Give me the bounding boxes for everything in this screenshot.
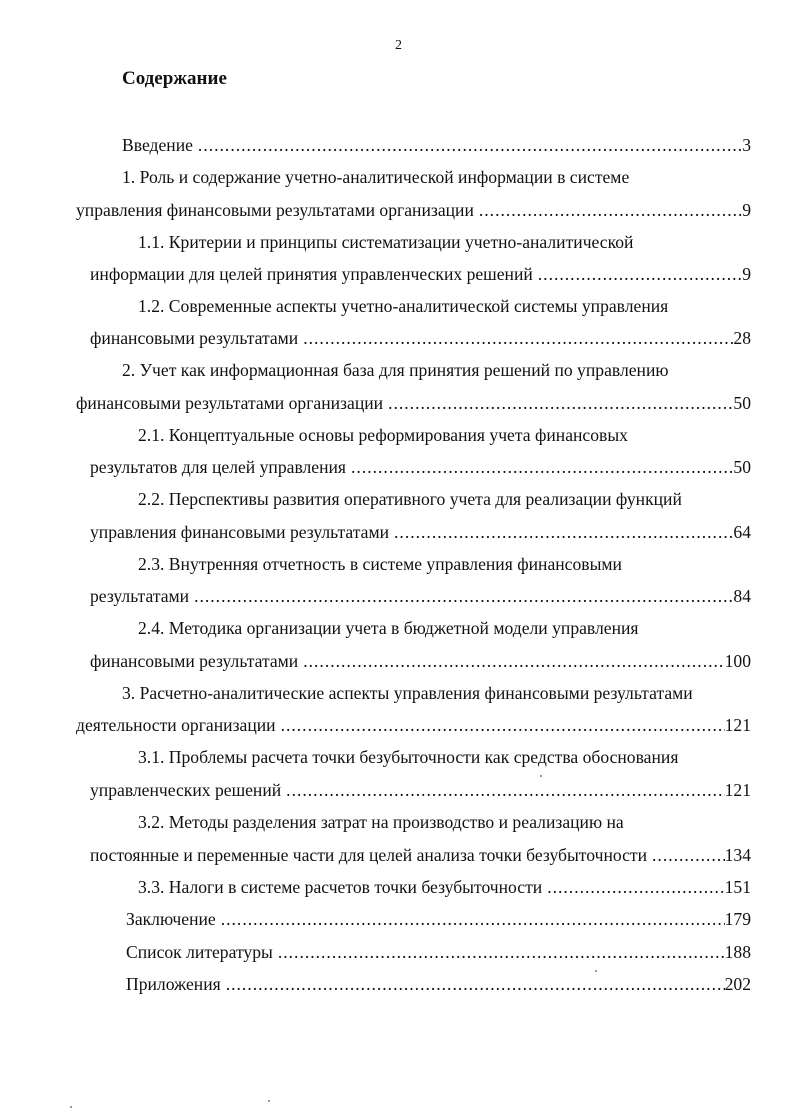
toc-chapter-2-line1: 2. Учет как информационная база для принятия решений по управлению: [122, 360, 669, 380]
toc-section-3-2: [90, 843, 751, 867]
toc-leader-dots: [281, 778, 724, 802]
toc-page-number: 179: [724, 909, 751, 929]
toc-chapter-3-line1: 3. Расчетно-аналитические аспекты управления финансовыми результатами: [122, 683, 693, 703]
toc-page-number: 134: [724, 845, 751, 865]
toc-leader-dots: [542, 875, 724, 899]
toc-leader-dots: [383, 391, 733, 415]
toc-leader-dots: [221, 972, 725, 996]
toc-section-2-2: [90, 520, 751, 544]
toc-section-2-4: [90, 649, 751, 673]
toc-entry-text: деятельности организации: [76, 715, 276, 735]
toc-page-number: 3: [742, 135, 751, 155]
toc-section-3-1-line1: 3.1. Проблемы расчета точки безубыточности как средства обоснования: [138, 747, 679, 767]
toc-leader-dots: [273, 940, 725, 964]
toc-entry-text: управления финансовыми результатами: [90, 522, 390, 542]
toc-section-2-1-line1: 2.1. Концептуальные основы реформирования учета финансовых: [138, 425, 628, 445]
toc-page-number: 28: [733, 328, 751, 348]
toc-section-2-3: [90, 584, 751, 608]
toc-leader-dots: [216, 907, 725, 931]
toc-leader-dots: [647, 843, 725, 867]
toc-page-number: 151: [724, 877, 751, 897]
toc-entry-text: Введение: [122, 135, 193, 155]
toc-page-number: 84: [733, 586, 751, 606]
toc-entry-text: Приложения: [126, 974, 221, 994]
toc-page-number: 100: [724, 651, 751, 671]
toc-section-3-1: [90, 778, 751, 802]
scan-speck: [595, 970, 597, 972]
toc-page-number: 121: [724, 780, 751, 800]
toc-entry-text: постоянные и переменные части для целей анализа точки безубыточности: [90, 845, 648, 865]
toc-page-number: 50: [733, 393, 751, 413]
toc-chapter-2: [76, 391, 751, 415]
toc-entry-references: [126, 940, 751, 964]
toc-leader-dots: [298, 326, 733, 350]
toc-page-number: 50: [733, 457, 751, 477]
toc-leader-dots: [298, 649, 724, 673]
toc-chapter-1-line1: 1. Роль и содержание учетно-аналитической информации в системе: [122, 167, 630, 187]
toc-entry-text: Заключение: [126, 909, 216, 929]
toc-chapter-1: [76, 198, 751, 222]
toc-page-number: 188: [724, 942, 751, 962]
toc-entry-text: результатов для целей управления: [90, 457, 347, 477]
scan-speck: [268, 1100, 270, 1102]
toc-leader-dots: [346, 455, 733, 479]
toc-section-3-3: [138, 875, 751, 899]
toc-page-number: 202: [724, 974, 751, 994]
toc-section-2-2-line1: 2.2. Перспективы развития оперативного учета для реализации функций: [138, 489, 682, 509]
toc-leader-dots: [276, 713, 725, 737]
scan-speck: [70, 1106, 72, 1108]
toc-entry-appendices: [126, 972, 751, 996]
toc-leader-dots: [189, 584, 733, 608]
toc-entry-text: финансовыми результатами: [90, 651, 299, 671]
toc-section-1-1: [90, 262, 751, 286]
toc-leader-dots: [389, 520, 733, 544]
toc-section-1-2: [90, 326, 751, 350]
toc-section-1-2-line1: 1.2. Современные аспекты учетно-аналитической системы управления: [138, 296, 669, 316]
toc-section-1-1-line1: 1.1. Критерии и принципы систематизации учетно-аналитической: [138, 232, 634, 252]
page-number: 2: [395, 38, 402, 53]
toc-section-2-1: [90, 455, 751, 479]
toc-section-3-2-line1: 3.2. Методы разделения затрат на производство и реализацию на: [138, 812, 624, 832]
toc-page-number: 9: [742, 200, 751, 220]
toc-entry-text: управления финансовыми результатами организации: [76, 200, 474, 220]
toc-entry-text: финансовыми результатами организации: [76, 393, 384, 413]
toc-entry-text: Список литературы: [126, 942, 273, 962]
toc-page-number: 121: [724, 715, 751, 735]
toc-section-2-3-line1: 2.3. Внутренняя отчетность в системе управления финансовыми: [138, 554, 622, 574]
toc-entry-text: финансовыми результатами: [90, 328, 299, 348]
toc-page-number: 64: [733, 522, 751, 542]
toc-entry-intro: [122, 133, 751, 157]
page-title: Содержание: [122, 68, 227, 89]
toc-chapter-3: [76, 713, 751, 737]
toc-entry-text: управленческих решений: [90, 780, 282, 800]
toc-leader-dots: [533, 262, 742, 286]
scan-speck: [540, 775, 542, 777]
toc-section-2-4-line1: 2.4. Методика организации учета в бюджетной модели управления: [138, 618, 639, 638]
toc-leader-dots: [474, 198, 742, 222]
toc-entry-text: результатами: [90, 586, 190, 606]
toc-page-number: 9: [742, 264, 751, 284]
toc-entry-text: информации для целей принятия управленческих решений: [90, 264, 533, 284]
toc-leader-dots: [193, 133, 742, 157]
toc-entry-text: 3.3. Налоги в системе расчетов точки безубыточности: [138, 877, 543, 897]
toc-entry-conclusion: [126, 907, 751, 931]
